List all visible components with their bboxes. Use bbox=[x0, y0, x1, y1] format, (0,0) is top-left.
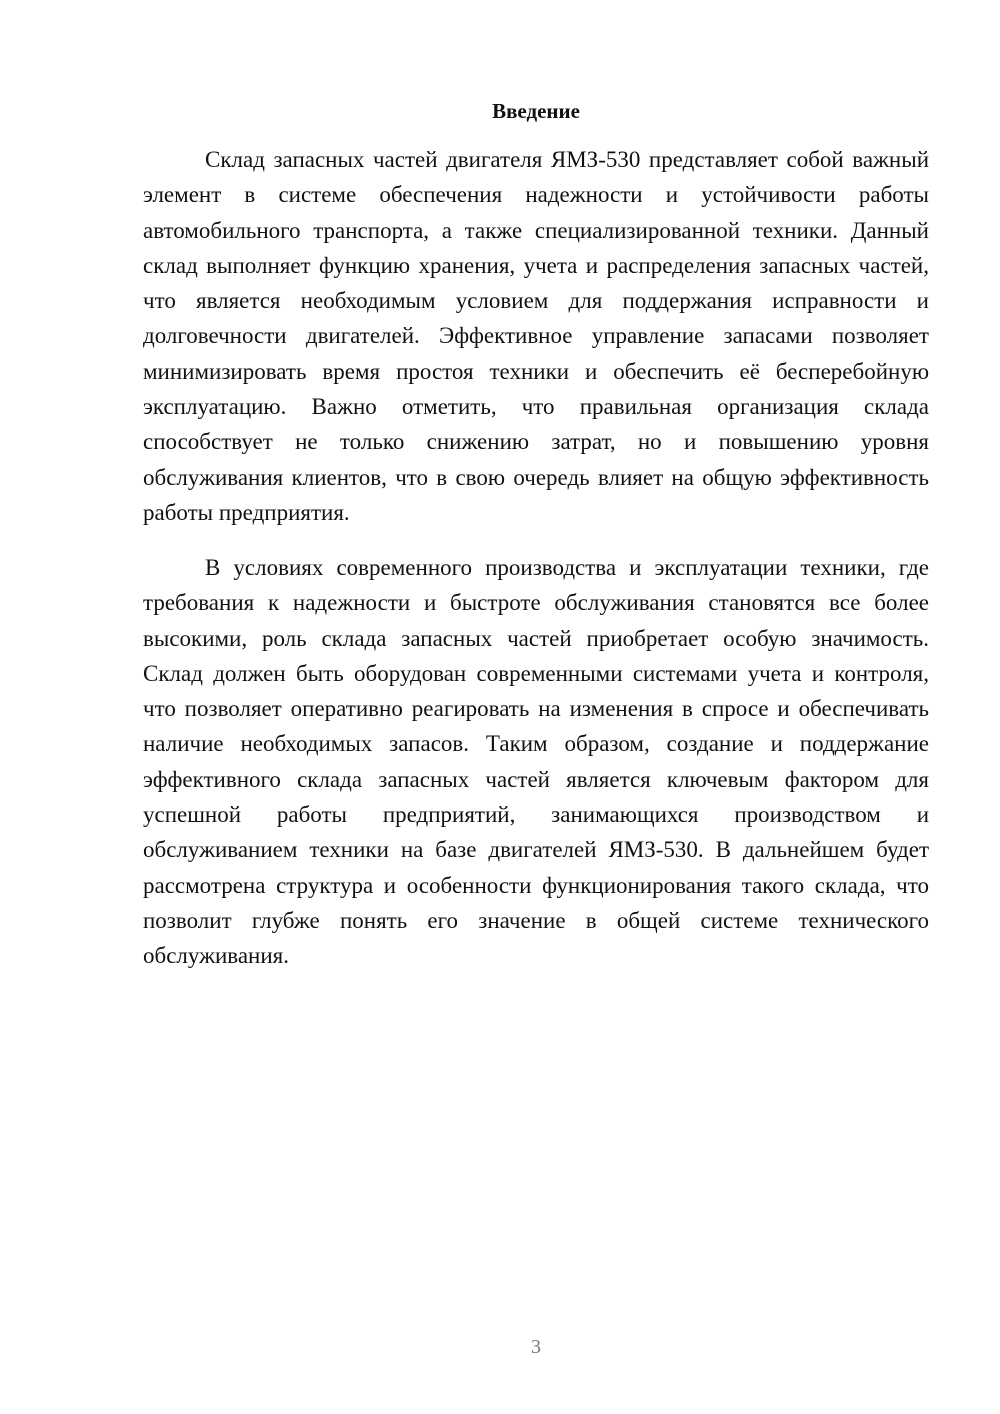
paragraph-2: В условиях современного производства и эксплуатации техники, где требования к надежности и быстроте обслуживания становятся все более высокими, роль склада запасных частей приобретает особую значимость. Склад должен быть оборудован современными системами учета и контроля, что позволяет оперативно реагировать на изменения в спросе и обеспечивать наличие необходимых запасов. Таким образом, создание и поддержание эффективного склада запасных частей является ключевым фактором для успешной работы предприятий, занимающихся производством и обслуживанием техники на базе двигателей ЯМЗ-530. В дальнейшем будет рассмотрена структура и особенности функционирования такого склада, что позволит глубже понять его значение в общей системе технического обслуживания. bbox=[143, 555, 929, 969]
paragraph-1: Склад запасных частей двигателя ЯМЗ-530 представляет собой важный элемент в системе обеспечения надежности и устойчивости работы автомобильного транспорта, а также специализированной техники. Данный склад выполняет функцию хранения, учета и распределения запасных частей, что является необходимым условием для поддержания исправности и долговечности двигателей. Эффективное управление запасами позволяет минимизировать время простоя техники и обеспечить её бесперебойную эксплуатацию. Важно отметить, что правильная организация склада способствует не только снижению затрат, но и повышению уровня обслуживания клиентов, что в свою очередь влияет на общую эффективность работы предприятия. bbox=[143, 147, 929, 525]
page-title: Введение bbox=[492, 99, 580, 123]
page-number: 3 bbox=[531, 1336, 541, 1358]
